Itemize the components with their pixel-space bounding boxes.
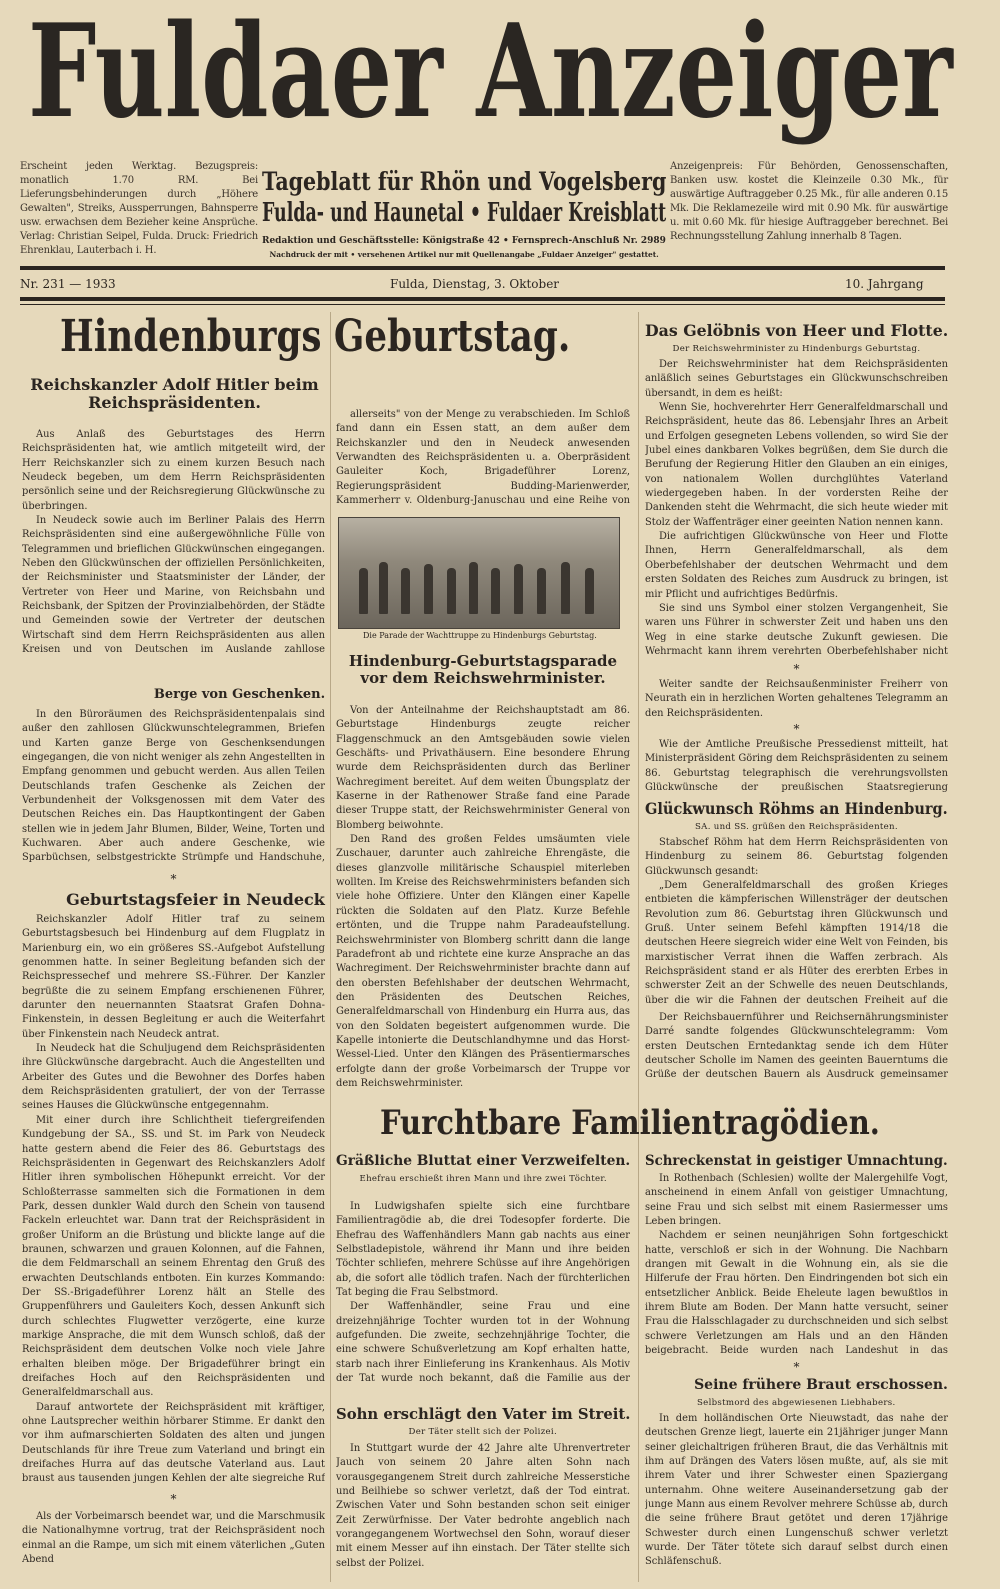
dateline: Fulda, Dienstag, 3. Oktober bbox=[390, 277, 560, 291]
section-heading: Berge von Geschenken. bbox=[153, 687, 326, 702]
main-headline: Hindenburgs Geburtstag. bbox=[60, 311, 571, 362]
paragraph: Den Rand des großen Feldes umsäumten viele Zuschauer, darunter auch zahlreiche Ehrengäste, die dieses glanzvolle militärische Schauspiel miterleben wollten. Im Kreise des Reichswehrministers befanden sich viele hohe Offiziere. Unter den Klängen einer Kapelle rückten die Soldaten auf den Platz. Kurze Befehle ertönten, und die Truppe nahm Paradeaufstellung. Reichswehrminister von Blomberg schritt dann die lange Paradefront ab und richtete eine kurze Ansprache an das Wachregiment. Der Reichswehrminister brachte dann auf den obersten Befehlshaber der deutschen Wehrmacht, den Präsidenten des Deutschen Reiches, Generalfeldmarschall von Hindenburg ein Hurra aus, das von den Soldaten begeistert aufgenommen wurde. Die Kapelle intonierte die Deutschlandhymne und das Horst-Wessel-Lied. Unter den Klängen des Präsentiermarsches erfolgte dann der große Vorbeimarsch der Truppe vor dem Reichswehrminister. bbox=[336, 834, 630, 1089]
paragraph: In Neudeck sowie auch im Berliner Palais des Herrn Reichspräsidenten sind eine außergewöhnliche Fülle von Telegrammen und brieflichen Glückwünschen eingegangen. Neben den Glückwünschen der offiziellen Persönlichkeiten, der Reichsminister und Staatsminister der Länder, der Vertreter von Heer und Marine, von Reichsbahn und Reichsbank, der Spitzen der Provinzialbehörden, der Städte und Gemeinden sowie der Vertreter der deutschen Wirtschaft sind dem Herrn Reichspräsidenten aus allen Kreisen und von Deutschen im Auslande zahllose bbox=[22, 515, 325, 656]
paragraph: In dem holländischen Orte Nieuwstadt, das nahe der deutschen Grenze liegt, lauerte ein 21jähriger junger Mann seiner gleichaltrigen früheren Braut, die das Verhältnis mit ihm auf Drängen des Vaters lösen mußte, auf, als sie mit ihrem Vater und ihrer Schwester einen Spaziergang unternahm. Ohne weitere Auseinandersetzung gab der junge Mann aus einem Revolver mehrere Schüsse ab, durch die seine frühere Braut getötet und deren 17jährige Schwester durch einen Lungenschuß schwer verletzt wurde. Der Täter tötete sich darauf selbst durch einen Schläfenschuß. bbox=[645, 1413, 948, 1568]
paragraph: Von der Anteilnahme der Reichshauptstadt am 86. Geburtstage Hindenburgs zeugte reicher Flaggenschmuck an den Amtsgebäuden sowie vielen Geschäfts- und Privathäusern. Eine besondere Ehrung wurde dem Reichspräsidenten durch das Berliner Wachregiment bereitet. Auf dem weiten Übungsplatz der Kaserne in der Rathenower Straße fand eine Parade dieser Truppe statt, der Reichswehrminister General von Blomberg beiwohnte. bbox=[336, 705, 630, 831]
reprint-notice: Nachdruck der mit • versehenen Artikel nur mit Quellenangabe „Fuldaer Anzeiger" gestattet. bbox=[269, 250, 659, 259]
paragraph: In den Büroräumen des Reichspräsidentenpalais sind außer den zahllosen Glückwunschtelegrammen, Briefen und Karten ganze Berge von Geschenksendungen eingegangen, die von nicht weniger als zehn Angestellten in Empfang genommen und gebucht werden. Aus allen Teilen Deutschlands trafen Geschenke als Zeichen der Verbundenheit der Volksgenossen mit dem Vater des Deutschen Reiches ein. Das Hauptkontingent der Gaben stellen wie in jedem Jahr Blumen, Bilder, Weine, Torten und Kuchwaren. Aber auch andere Geschenke, wie Sparbüchsen, selbstgestrickte Strümpfe und Handschuhe, bbox=[22, 709, 325, 864]
issue-number: Nr. 231 — 1933 bbox=[20, 277, 116, 291]
divider bbox=[20, 297, 945, 301]
section-subheading: Ehefrau erschießt ihren Mann und ihre zwei Töchter. bbox=[359, 1174, 607, 1184]
separator-star: * bbox=[170, 872, 177, 886]
paragraph: Aus Anlaß des Geburtstages des Herrn Reichspräsidenten hat, wie amtlich mitgeteilt wird, der Herr Reichskanzler sich zu einem kurzen Besuch nach Neudeck begeben, um dem Herrn Reichspräsidenten persönlich seine und der Reichsregierung Glückwünsche zu überbringen. bbox=[22, 429, 325, 512]
article-body bbox=[645, 358, 948, 659]
separator-star: * bbox=[793, 1360, 800, 1374]
subtitle-regional: Fulda- und Haunetal • Fuldaer Kreisblatt bbox=[262, 198, 667, 228]
paragraph: Sie sind uns Symbol einer stolzen Vergangenheit, Sie waren uns Führer in schwerster Zeit und haben uns den Weg in eine starke deutsche Zukunft gewiesen. Die Wehrmacht kann ihrem verehrten Oberbefehlshaber nicht bbox=[645, 602, 948, 657]
family-headline: Furchtbare Familientragödien. bbox=[380, 1103, 880, 1143]
paragraph: Wie der Amtliche Preußische Pressedienst mitteilt, hat Ministerpräsident Göring dem Reichspräsidenten zu seinem 86. Geburtstag telegraphisch die verehrungsvollsten Glückwünsche der preußischen Staatsregierung bbox=[645, 739, 948, 794]
paragraph: Mit einer durch ihre Schlichtheit tiefergreifenden Kundgebung der SA., SS. und St. im Park von Neudeck hatte gestern abend die Feier des 86. Geburtstags des Reichspräsidenten in Gegenwart des Reichskanzlers Adolf Hitler ihren symbolischen Höhepunkt erreicht. Vor der Schloßterrasse sammelten sich die Formationen in dem Park, dessen dunkler Wald durch den Schein von tausend Fackeln erleuchtet war. Dann trat der Reichspräsident in großer Uniform an die Brüstung und blickte lange auf die braunen, schwarzen und grauen Kolonnen, auf die Fahnen, die dem Feldmarschall an seinem Ehrentag den Gruß des erwachten Deutschlands entboten. Ein kurzes Kommando: Der SS.-Brigadeführer Lorenz hält an Stelle des Gruppenführers und Gauleiters Koch, dessen Ankunft sich durch schlechtes Flugwetter verzögerte, eine kurze markige Ansprache, die mit dem Wunsch schloß, daß der Reichspräsident dem deutschen Volke noch viele Jahre erhalten bleiben möge. Der Brigadeführer bringt ein dreifaches Hoch auf den Reichspräsidenten und Generalfeldmarschall aus. bbox=[22, 1114, 325, 1399]
paragraph: allerseits" von der Menge zu verabschieden. Im Schloß fand dann ein Essen statt, an dem außer dem Reichskanzler und den in Neudeck anwesenden Verwandten des Reichspräsidenten u. a. Oberpräsident Gauleiter Koch, Brigadeführer Lorenz, Regierungspräsident Budding-Marienwerder, Kammerherr v. Oldenburg-Januschau und eine Reihe von bbox=[336, 409, 630, 507]
divider bbox=[20, 266, 945, 270]
article-body bbox=[645, 1011, 948, 1083]
section-heading: Geburtstagsfeier in Neudeck bbox=[66, 890, 325, 909]
section-subheading: Selbstmord des abgewiesenen Liebhabers. bbox=[697, 1398, 896, 1408]
section-heading: Sohn erschlägt den Vater im Streit. bbox=[336, 1405, 631, 1423]
subscription-info: Erscheint jeden Werktag. Bezugspreis: monatlich 1.70 RM. Bei Lieferungsbehinderungen durch „Höhere Gewalten", Streiks, Aussperrungen, Bahnsperre usw. erwachsen dem Bezieher keine Ansprüche. Verlag: Christian Seipel, Fulda. Druck: Friedrich Ehrenklau, Lauterbach i. H. bbox=[20, 161, 258, 256]
paragraph: In Stuttgart wurde der 42 Jahre alte Uhrenvertreter Jauch von seinem 20 Jahre alten Sohn nach vorausgegangenem Streit durch zahlreiche Messerstiche und Beilhiebe so schwer verletzt, daß der Tod eintrat. Zwischen Vater und Sohn bestanden schon seit einiger Zeit Zerwürfnisse. Der Vater bedrohte angeblich nach vorangegangenem Wortwechsel den Sohn, worauf dieser mit einem Messer auf ihn einstach. Der Täter stellte sich selbst der Polizei. bbox=[336, 1443, 630, 1569]
article-body bbox=[645, 1172, 948, 1359]
section-heading: Schreckenstat in geistiger Umnachtung. bbox=[645, 1153, 948, 1169]
article-headline: Hindenburg-Geburtstagsparade vor dem Reichswehrminister. bbox=[348, 652, 618, 688]
paragraph: In Neudeck hat die Schuljugend dem Reichspräsidenten ihre Glückwünsche dargebracht. Auch die Angestellten und Arbeiter des Gutes und die Bewohner des Dorfes haben dem Reichspräsidenten gratuliert, der von der Terrasse seines Hauses die Glückwünsche entgegennahm. bbox=[22, 1043, 325, 1112]
divider bbox=[20, 304, 945, 305]
section-subheading: Der Reichswehrminister zu Hindenburgs Geburtstag. bbox=[672, 344, 921, 354]
separator-star: * bbox=[170, 1492, 177, 1506]
article-headline: Glückwunsch Röhms an Hindenburg. bbox=[645, 799, 948, 818]
paragraph: Darauf antwortete der Reichspräsident mit kräftiger, ohne Lautsprecher weithin hörbarer Stimme. Er dankt den vor ihm aufmarschierten Soldaten des alten und jungen Deutschlands für ihre Treue zum Vaterland und bringt ein dreifaches Hurra auf das deutsche Vaterland aus. Laut braust aus tausenden jungen Kehlen der alte siegreiche Ruf bbox=[22, 1401, 325, 1485]
paragraph: In Ludwigshafen spielte sich eine furchtbare Familientragödie ab, die drei Todesopfer forderte. Die Ehefrau des Waffenhändlers Mann gab nachts aus einer Selbstladepistole, während ihr Mann und ihre beiden Töchter schliefen, mehrere Schüsse auf ihre Angehörigen ab, die sofort alle tödlich trafen. Nach der fürchterlichen Tat beging die Frau Selbstmord. bbox=[336, 1201, 630, 1299]
article-body bbox=[336, 704, 630, 1091]
paragraph: Reichskanzler Adolf Hitler traf zu seinem Geburtstagsbesuch bei Hindenburg auf dem Flugplatz in Marienburg ein, wo ein größeres SS.-Aufgebot Aufstellung genommen hatte. In seiner Begleitung befanden sich der Reichspressechef und mehrere SS.-Führer. Der Kanzler begrüßte die zu seinem Empfang erschienenen Führer, darunter den neuernannten Staatsrat Grafen Dohna-Finkenstein, in dessen Begleitung er auch die Weiterfahrt über Finkenstein nach Neudeck antrat. bbox=[22, 914, 325, 1040]
article-body bbox=[22, 913, 325, 1487]
paragraph: In Rothenbach (Schlesien) wollte der Malergehilfe Vogt, anscheinend in einem Anfall von geistiger Umnachtung, seine Frau und sich selbst mit einem Rasiermesser ums Leben bringen. bbox=[645, 1173, 948, 1228]
article-body bbox=[22, 708, 325, 866]
photo-caption: Die Parade der Wachttruppe zu Hindenburgs Geburtstag. bbox=[363, 631, 597, 640]
article-body bbox=[645, 836, 948, 1008]
volume: 10. Jahrgang bbox=[845, 277, 924, 291]
parade-photo bbox=[338, 517, 620, 629]
paragraph: Der Reichsbauernführer und Reichsernährungsminister Darré sandte folgendes Glückwunschtelegramm: Vom ersten Deutschen Erntedanktag sende ich dem Hüter deutscher Scholle im Namen des geeinten Bauerntums die Grüße der deutschen Bauern als Ausdruck gemeinsamer bbox=[645, 1012, 948, 1081]
paragraph: Der Waffenhändler, seine Frau und eine dreizehnjährige Tochter wurden tot in der Wohnung aufgefunden. Die zweite, sechzehnjährige Tochter, die eine schwere Schußverletzung am Kopf erhalten hatte, starb nach ihrer Einlieferung ins Krankenhaus. Als Motiv der Tat wurde noch bekannt, daß die Familie aus der bbox=[336, 1301, 630, 1385]
paragraph: Stabschef Röhm hat dem Herrn Reichspräsidenten von Hindenburg zu seinem 86. Geburtstag folgenden Glückwunsch gesandt: bbox=[645, 837, 948, 877]
paragraph: Der Reichswehrminister hat dem Reichspräsidenten anläßlich seines Geburtstages ein Glückwunschschreiben übersandt, in dem es heißt: bbox=[645, 359, 948, 399]
article-headline: Das Gelöbnis von Heer und Flotte. bbox=[645, 321, 949, 340]
article-headline: Reichskanzler Adolf Hitler beim Reichspräsidenten. bbox=[30, 375, 319, 413]
separator-star: * bbox=[793, 662, 800, 676]
article-body bbox=[22, 1510, 325, 1582]
paragraph: Nachdem er seinen neunjährigen Sohn fortgeschickt hatte, verschloß er sich in der Wohnung. Die Nachbarn drangen mit Gewalt in die Wohnung ein, als sie die Hilferufe der Frau hörten. Den Eindringenden bot sich ein entsetzlicher Anblick. Beide Eheleute lagen bewußtlos in ihrem Blute am Boden. Der Mann hatte versucht, seiner Frau die Halsschlagader zu durchschneiden und sich selbst schwere Verletzungen am Hals und an den Händen beigebracht. Beide wurden nach Landeshut in das bbox=[645, 1230, 948, 1357]
paragraph: Wenn Sie, hochverehrter Herr Generalfeldmarschall und Reichspräsident, heute das 86. Lebensjahr Ihres an Arbeit und Erfolgen gesegneten Lebens vollenden, so wird Sie der Jubel eines dankbaren Volkes begrüßen, dem Sie durch die Berufung der Regierung Hitler den Glauben an ein einiges, von nationalem Wollen durchglühtes Vaterland wiedergegeben haben. In der vordersten Reihe der Dankenden steht die Wehrmacht, die sich heute wieder mit Stolz der Waffenträger einer geeinten Nation nennen kann. bbox=[645, 402, 948, 528]
article-body bbox=[336, 1442, 630, 1571]
paragraph: „Dem Generalfeldmarschall des großen Krieges entbieten die kämpferischen Willensträger der deutschen Revolution zum 86. Geburtstag ihren Glückwunsch und Gruß. Unter seinem Befehl kämpften 1914/18 die deutschen Heere siegreich wider eine Welt von Feinden, bis marxistischer Verrat ihnen die Waffen zerbrach. Als Reichspräsident stand er als Hüter des ererbten Erbes in schwerster Zeit an der Schwelle des neuen Deutschlands, über die wir die Fahnen der deutschen Freiheit auf die bbox=[645, 880, 948, 1006]
article-body bbox=[645, 1412, 948, 1584]
paragraph: Die aufrichtigen Glückwünsche von Heer und Flotte Ihnen, Herrn Generalfeldmarschall, als dem Oberbefehlshaber der deutschen Wehrmacht und dem ersten Soldaten des Reiches zum Ausdruck zu bringen, ist mir Pflicht und aufrichtiges Bedürfnis. bbox=[645, 531, 948, 600]
paragraph: Weiter sandte der Reichsaußenminister Freiherr von Neurath ein in herzlichen Worten gehaltenes Telegramm an den Reichspräsidenten. bbox=[645, 679, 948, 719]
section-subheading: SA. und SS. grüßen den Reichspräsidenten. bbox=[695, 822, 898, 832]
article-body bbox=[336, 1200, 630, 1387]
column-rule bbox=[638, 312, 639, 1582]
paragraph: Als der Vorbeimarsch beendet war, und die Marschmusik die Nationalhymne vortrug, trat der Reichspräsident noch einmal an die Rampe, um sich mit einem väterlichen „Guten Abend bbox=[22, 1511, 325, 1566]
section-heading: Seine frühere Braut erschossen. bbox=[694, 1377, 948, 1393]
advertising-rates: Anzeigenpreis: Für Behörden, Genossenschaften, Banken usw. kostet die Kleinzeile 0.30 Mk., für auswärtige Auftraggeber 0.25 Mk., für alle anderen 0.15 Mk. Die Reklamezeile wird mit 0.90 Mk. für auswärtige u. mit 0.60 Mk. für hiesige Auftraggeber berechnet. Bei Rechnungsstellung Zahlung innerhalb 8 Tagen. bbox=[670, 161, 948, 242]
article-body bbox=[645, 738, 948, 795]
subtitle: Tageblatt für Rhön und Vogelsberg bbox=[262, 167, 667, 196]
article-body bbox=[336, 408, 630, 508]
article-body bbox=[645, 678, 948, 721]
article-body bbox=[22, 428, 325, 658]
section-heading: Gräßliche Bluttat einer Verzweifelten. bbox=[336, 1153, 631, 1169]
column-rule bbox=[330, 312, 331, 1582]
separator-star: * bbox=[793, 722, 800, 736]
section-subheading: Der Täter stellt sich der Polizei. bbox=[408, 1427, 557, 1437]
editorial-address: Redaktion und Geschäftsstelle: Königstraße 42 • Fernsprech-Anschluß Nr. 2989 bbox=[262, 235, 666, 246]
masthead-title: Fuldaer Anzeiger bbox=[28, 0, 953, 147]
